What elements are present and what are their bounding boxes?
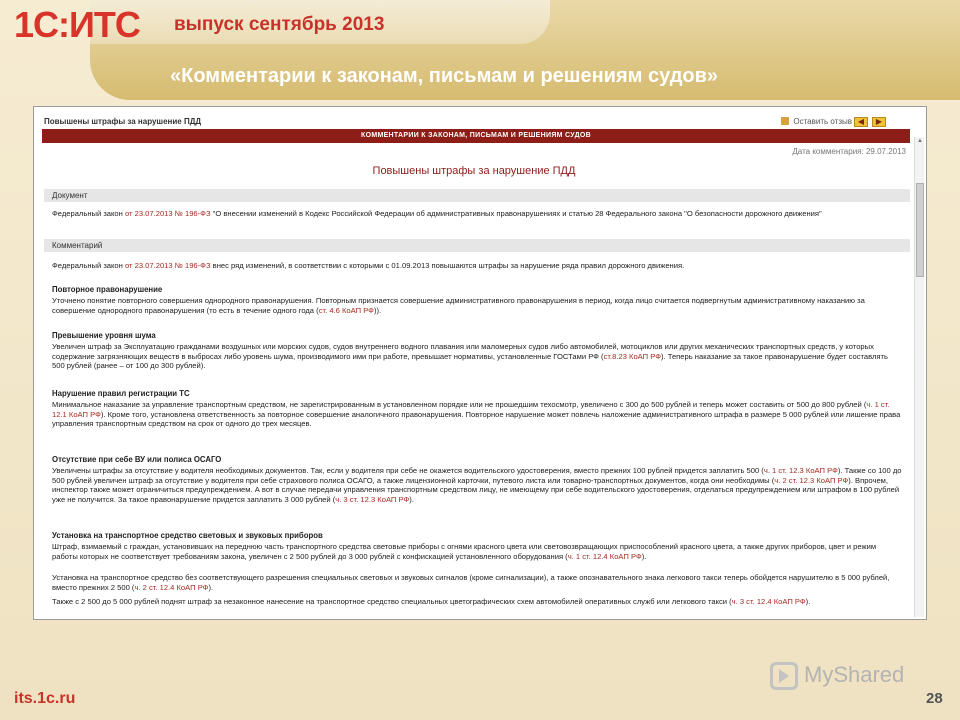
comment-date: Дата комментария: 29.07.2013 — [792, 147, 906, 156]
koap-link[interactable]: ст. 4.6 КоАП РФ — [318, 305, 374, 315]
law-link[interactable]: от 23.07.2013 № 196-ФЗ — [124, 261, 211, 270]
subheading-documents: Отсутствие при себе ВУ или полиса ОСАГО — [52, 455, 222, 464]
subheading-registration: Нарушение правил регистрации ТС — [52, 389, 190, 398]
footer-url[interactable]: its.1c.ru — [14, 690, 76, 707]
law-link[interactable]: от 23.07.2013 № 196-ФЗ — [124, 209, 211, 218]
page-number: 28 — [926, 690, 943, 707]
prev-button[interactable] — [854, 117, 868, 127]
myshared-label: MyShared — [804, 662, 905, 687]
paragraph-noise: Увеличен штраф за Эксплуатацию гражданами воздушных или морских судов, судов внутреннего водного плавания или маломерных судов либо автомобилей, мотоциклов или других механических транспортных средств, у которых содержание загрязняющих веществ в выбросах либо уровень шума, производимого ими при работе, превышает нормативы, установленные ГОСТами РФ (ст.8.23 КоАП РФ). Теперь наказание за такое правонарушение будет составлять 500 рублей (ранее – от 100 до 300 рублей). — [52, 342, 888, 371]
koap-link[interactable]: ч. 1 ст. 12.4 КоАП РФ — [567, 551, 642, 561]
myshared-watermark — [770, 658, 904, 692]
play-icon — [770, 662, 798, 690]
koap-link[interactable]: ч. 3 ст. 12.3 КоАП РФ — [335, 494, 410, 504]
slide-title: «Комментарии к законам, письмам и решениям судов» — [170, 65, 719, 87]
document-heading: Повышены штрафы за нарушение ПДД — [372, 165, 576, 177]
subheading-devices: Установка на транспортное средство световых и звуковых приборов — [52, 531, 323, 540]
paragraph-devices-3: Также с 2 500 до 5 000 рублей поднят штраф за незаконное нанесение на транспортное средство специальных цветографических схем автомобилей оперативных служб или легкового такси (ч. 3 ст. 12.4 КоАП РФ). — [52, 597, 811, 606]
logo-1c-its: 1С:ИТС — [14, 4, 140, 45]
scroll-up-icon[interactable]: ▲ — [917, 138, 923, 144]
comment-text: Федеральный закон от 23.07.2013 № 196-ФЗ внес ряд изменений, в соответствии с которыми с 01.09.2013 повышаются штрафы за нарушение ряда правил дорожного движения. — [52, 261, 685, 270]
feedback-icon — [781, 117, 789, 125]
arrow-right-icon: ▶ — [875, 117, 883, 126]
paragraph-registration: Минимальное наказание за управление транспортным средством, не зарегистрированным в установленном порядке или не прошедшим техосмотр, увеличено с 300 до 500 рублей и теперь может составить от 500 до 800 рублей (ч. 1 ст. 12.1 КоАП РФ). Кроме того, установлена ответственность за повторное совершение аналогичного правонарушения. Повторное нарушение может повлечь наложение административного штрафа в размере 5 000 рублей или лишение права управления транспортным средством на срок от одного до трех месяцев. — [52, 400, 901, 429]
koap-link[interactable]: ч. 2 ст. 12.3 КоАП РФ — [774, 475, 849, 485]
paragraph-devices-1: Штраф, взимаемый с граждан, установивших на переднюю часть транспортного средства световые приборы с огнями красного цвета или световозвращающих приспособлений красного цвета, а также других приборов, цвет и режим работы которых не соответствует требованиям закона, увеличен с 2 500 рублей до 3 000 рублей с конфискацией установленного оборудования (ч. 1 ст. 12.4 КоАП РФ). — [52, 542, 877, 561]
section-bar: КОММЕНТАРИИ К ЗАКОНАМ, ПИСЬМАМ И РЕШЕНИЯМ СУДОВ — [42, 129, 910, 143]
document-text: Федеральный закон от 23.07.2013 № 196-ФЗ "О внесении изменений в Кодекс Российской Федерации об административных правонарушениях и статью 28 Федерального закона "О безопасности дорожного движения" — [52, 209, 822, 218]
next-button[interactable] — [872, 117, 886, 127]
koap-link[interactable]: ч. 1 ст. 12.3 КоАП РФ — [763, 466, 838, 475]
arrow-left-icon: ◀ — [857, 117, 865, 126]
scroll-thumb[interactable] — [916, 183, 924, 277]
section-document-header: Документ — [44, 189, 910, 202]
vertical-scrollbar[interactable] — [914, 137, 924, 617]
paragraph-documents: Увеличены штрафы за отсутствие у водителя необходимых документов. Так, если у водителя при себе не окажется водительского удостоверения, вместо прежних 100 рублей придется заплатить 500 (ч. 1 ст. 12.3 КоАП РФ). Также со 100 до 500 рублей увеличен штраф за отсутствие у водителя при себе страхового полиса ОСАГО, а также лицензионной карточки, путевого листа или товарно-транспортных документов, когда они необходимы (ч. 2 ст. 12.3 КоАП РФ). Впрочем, инспектор также может ограничиться предупреждением. А вот в случае передачи управления транспортным средством лицу, не имеющему при себе водительского удостоверения, отделаться предупреждением или штрафом в 100 рублей уже не получится. За такое правонарушение придется заплатить 3 000 рублей (ч. 3 ст. 12.3 КоАП РФ). — [52, 466, 902, 504]
subheading-noise: Превышение уровня шума — [52, 331, 156, 340]
koap-link[interactable]: ч. 3 ст. 12.4 КоАП РФ — [731, 597, 806, 606]
feedback-label: Оставить отзыв — [793, 117, 852, 126]
koap-link[interactable]: ч. 1 ст. 12.1 КоАП РФ — [52, 400, 890, 419]
subheading-repeat-offense: Повторное правонарушение — [52, 285, 163, 294]
paragraph-devices-2: Установка на транспортное средство без соответствующего разрешения специальных световых и звуковых сигналов (кроме сигнализации), а также опознавательного знака легкового такси теперь обойдется нарушителю в 5 000 рублей, вместо прежних 2 500 (ч. 2 ст. 12.4 КоАП РФ). — [52, 573, 890, 592]
section-comment-header: Комментарий — [44, 239, 910, 252]
koap-link[interactable]: ст.8.23 КоАП РФ — [603, 351, 661, 361]
paragraph-repeat-offense: Уточнено понятие повторного совершения однородного правонарушения. Повторным признается совершение административного правонарушения в период, когда лицо считается подвергнутым административному наказанию за совершение однородного правонарушения (то есть в течение одного года (ст. 4.6 КоАП РФ)). — [52, 296, 865, 315]
issue-label: выпуск сентябрь 2013 — [174, 14, 385, 35]
koap-link[interactable]: ч. 2 ст. 12.4 КоАП РФ — [134, 582, 209, 592]
document-page-title: Повышены штрафы за нарушение ПДД — [44, 117, 202, 126]
document-viewer — [33, 106, 927, 620]
